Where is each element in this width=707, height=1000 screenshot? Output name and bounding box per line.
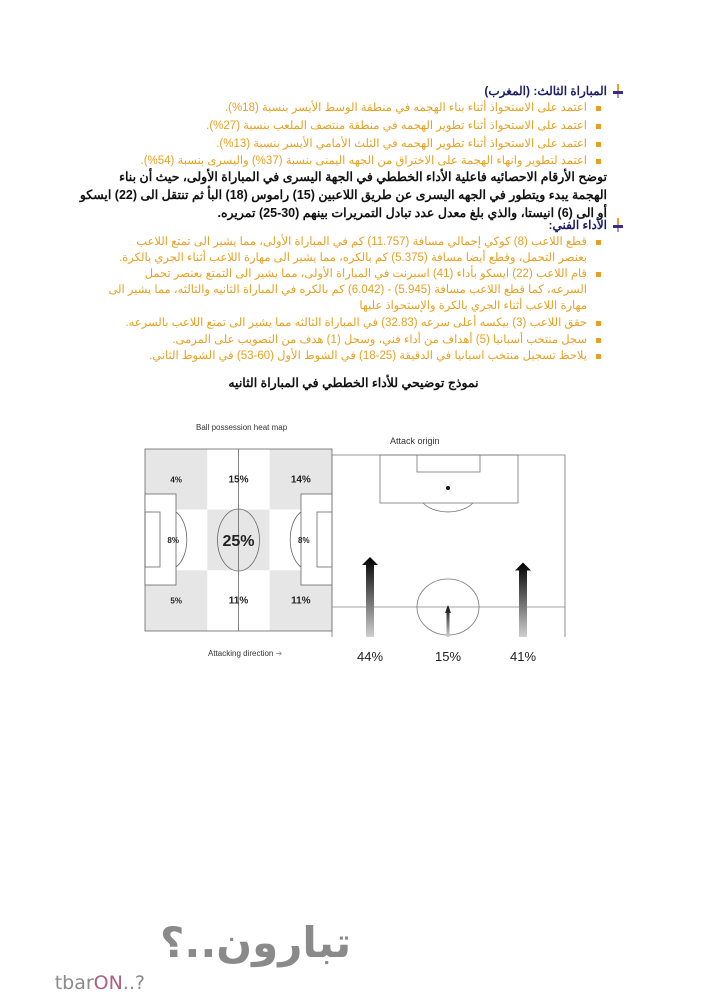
goal-area	[417, 455, 480, 472]
bullet-text: اعتمد على الاستحواذ أثناء تطوير الهجمه في الثلث الأمامي الأيسر بنسبة (13%).	[216, 138, 587, 150]
attack-origin-title: Attack origin	[390, 436, 440, 446]
attack-arrow	[362, 557, 378, 637]
bullet-text: قطع اللاعب (8) كوكي إجمالي مسافة (11.757) كم في المباراة الأولى، مما يشير الى تمتع اللاعب	[136, 236, 587, 248]
heatmap-value: 14%	[290, 474, 311, 486]
bullet-text: اعتمد على الاستحواذ أثناء تطوير الهجمه في منطقة منتصف الملعب بنسبة (27%).	[206, 120, 587, 132]
bullet-text: مهارة اللاعب أثناء الجري بالكرة والإستحواذ عليها	[359, 300, 587, 312]
heatmap-pitch	[140, 440, 340, 640]
attack-percentage: 44%	[356, 649, 384, 664]
bullet-icon	[596, 272, 601, 277]
attack-arrow	[445, 605, 451, 637]
svg-text:tbarON..?: tbarON..?	[54, 972, 145, 994]
heatmap-value: 8%	[167, 536, 179, 545]
bullet-icon	[596, 106, 601, 111]
heatmap-value: 11%	[291, 595, 311, 607]
pushpin-icon	[612, 84, 624, 98]
attacking-direction-label	[208, 649, 282, 658]
bullet-icon	[596, 124, 601, 129]
technical-heading: الأداء الفني:	[548, 218, 607, 232]
bullet-text: اعتمد على الاستحواذ أثناء بناء الهجمه في منطقة الوسط الأيسر بنسبة (18%).	[224, 102, 587, 114]
svg-text:تبارون..؟: تبارون..؟	[160, 918, 352, 967]
bullet-icon	[596, 159, 601, 164]
bullet-icon	[596, 321, 601, 326]
penalty-arc	[423, 503, 473, 512]
heatmap-value: 4%	[170, 475, 182, 485]
attacking-direction-text: Attacking direction	[208, 649, 274, 658]
bullet-text: قام اللاعب (22) ايسكو بأداء (41) اسبرنت في المباراة الأولى، مما يشير الى التمتع بعنصر تحمل	[144, 268, 587, 280]
bullet-icon	[596, 240, 601, 245]
attack-arrow	[515, 562, 531, 637]
heatmap-value: 5%	[170, 596, 182, 606]
heatmap-value: 15%	[228, 474, 249, 486]
figure-caption: نموذج توضيحي للأداء الخططي في المباراة الثانيه	[228, 376, 479, 390]
arrow-right-icon: ➜	[275, 649, 283, 658]
heatmap-value: 8%	[298, 536, 310, 545]
summary-line: أو الى (6) انيستا، والذي بلغ معدل عدد تبادل التمريرات بينهم (30-25) تمريره.	[217, 206, 607, 220]
heatmap-value: 11%	[228, 595, 249, 607]
attack-percentage: 41%	[509, 649, 537, 664]
bullet-text: يلاحظ تسجيل منتخب اسبانيا في الدقيقة (25-18) في الشوط الأول (60-53) في الشوط الثاني.	[149, 350, 587, 362]
bullet-icon	[596, 338, 601, 343]
summary-line: توضح الأرقام الاحصائيه فاعلية الأداء الخططي في الجهة اليسرى في المباراة الأولى، حيث أن بناء	[119, 170, 607, 184]
section-heading: المباراة الثالث: (المغرب)	[484, 84, 607, 98]
attack-origin-pitch	[330, 450, 575, 670]
bullet-text: حقق اللاعب (3) بيكسه أعلى سرعه (32.83) في المباراة الثالثه مما يشير الى تمتع اللاعب بالسرعه.	[125, 317, 587, 329]
bullet-icon	[596, 354, 601, 359]
attack-percentage: 15%	[434, 649, 462, 664]
bullet-text: بعنصر التحمل، وقطع أيضا مسافة (5.375) كم بالكره، مما يشير الى مهارة اللاعب أثناء الجري بالكرة.	[119, 252, 587, 264]
heatmap-title: Ball possession heat map	[196, 423, 288, 432]
penalty-spot	[446, 486, 450, 490]
bullet-text: السرعه، كما قطع اللاعب مسافة (5.945) - (6.042) كم بالكره في المباراة الثانيه والثالثه، مما يشير الى	[108, 284, 587, 296]
heatmap-value: 25%	[222, 533, 255, 550]
pushpin-icon	[612, 218, 624, 232]
penalty-box	[380, 455, 518, 503]
bullet-icon	[596, 142, 601, 147]
bullet-text: اعتمد لتطوير وانهاء الهجمة على الاختراق من الجهه اليمنى بنسبة (37%) واليسرى بنسبة (54%).	[140, 155, 587, 167]
bullet-text: سجل منتخب أسبانيا (5) أهداف من أداء فني، وسجل (1) هدف من التصويب على المرمى.	[172, 334, 587, 346]
tbaron-logo	[10, 905, 352, 995]
summary-line: الهجمة يبدء ويتطور في الجهه اليسرى عن طريق اللاعبين (15) راموس (18) البأ ثم تنتقل الى (22) ايسكو	[79, 188, 607, 202]
